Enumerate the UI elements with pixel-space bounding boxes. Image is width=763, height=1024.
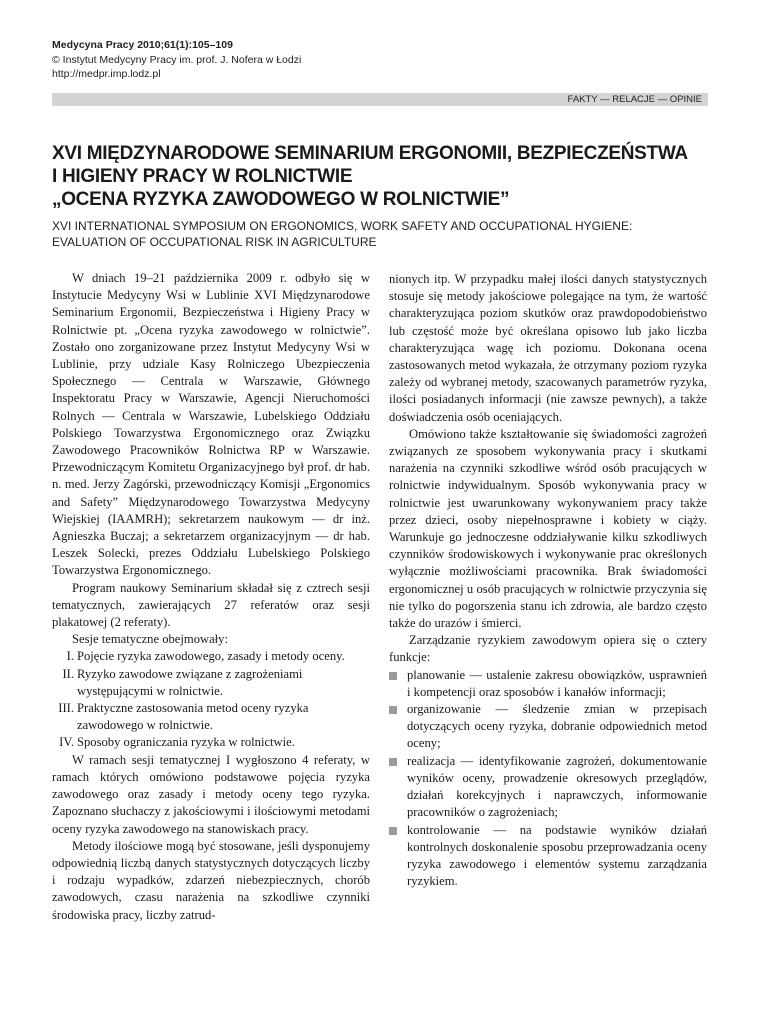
session-number: IV.	[59, 735, 74, 750]
title-line: „OCENA RYZYKA ZAWODOWEGO W ROLNICTWIE”	[52, 189, 510, 210]
paragraph: W dniach 19–21 października 2009 r. odbyło się w Instytucie Medycyny Wsi w Lublinie XVI Międzynarodowe Seminarium Ergonomii, Bezpieczeństwa i Higieny Pracy w Rolnictwie pt. „Ocena ryzyka zawodowego w rolnictwie”. Zostało ono zorganizowane przez Instytut Medycyny Wsi w Lublinie, przy udziale Kasy Rolniczego Ubezpieczenia Społecznego — Centrala w Warszawie, Głównego Inspektoratu Pracy w Warszawie, Agencji Nieruchomości Rolnych — Centrala w Warszawie, Lubelskiego Oddziału Polskiego Towarzystwa Ergonomicznego oraz Związku Zawodowego Pracowników Rolnictwa RP w Warszawie. Przewodniczącym Komitetu Organizacyjnego był prof. dr hab. n. med. Jerzy Zagórski, przewodniczący Komisji „Ergonomics and Safety” Międzynarodowego Towarzystwa Medycyny Wiejskiej (IAAMRH); sekretarzem naukowym — dr inż. Agnieszka Buczaj; a sekretarzem organizacyjnym — dr hab. Leszek Solecki, prezes Oddziału Lubelskiego Polskiego Towarzystwa Ergonomicznego.	[52, 271, 370, 578]
session-number: I.	[66, 649, 74, 664]
list-item: kontrolowanie — na podstawie wyników działań kontrolnych doskonalenie sposobu przeprowadzania oceny ryzyka zawodowego i elementów systemu zarządzania ryzykiem.	[389, 822, 707, 891]
left-column	[52, 270, 370, 924]
session-text: Sposoby ograniczania ryzyka w rolnictwie.	[77, 735, 295, 750]
paragraph: W ramach sesji tematycznej I wygłoszono 4 referaty, w ramach których omówiono podstawowe pojęcia ryzyka zawodowego oraz zasady i metody oceny tego ryzyka. Zapoznano słuchaczy z jakościowymi i ilościowymi metodami oceny ryzyka zawodowego na stanowiskach pracy.	[52, 752, 370, 836]
right-column	[389, 271, 707, 890]
paragraph: Omówiono także kształtowanie się świadomości zagrożeń związanych ze sposobem wykonywania pracy i skutkami narażenia na czynniki szkodliwe wśród osób pracujących w rolnictwie indywidualnym. Sposób wykonywania pracy w rolnictwie jest uwarunkowany wykonywaniem pracy także przez dzieci, osoby niepełnosprawne i kobiety w ciąży. Warunkuje go jednoczesne oddziaływanie kilku szkodliwych czynników środowiskowych i wykonywanie prac określonych wyłącznie możliwościami pracownika. Brak świadomości ergonomicznej u osób pracujących w rolnictwie przyczynia się nie tylko do pogorszenia stanu ich zdrowia, ale bardzo często także do urazów i śmierci.	[389, 426, 707, 631]
session-text: Pojęcie ryzyka zawodowego, zasady i metody oceny.	[77, 649, 345, 664]
session-item	[52, 648, 370, 665]
subtitle-line: XVI INTERNATIONAL SYMPOSIUM ON ERGONOMICS, WORK SAFETY AND OCCUPATIONAL HYGIENE:	[52, 219, 633, 233]
section-label: FAKTY — RELACJE — OPINIE	[567, 94, 702, 105]
subtitle-line: EVALUATION OF OCCUPATIONAL RISK IN AGRICULTURE	[52, 235, 377, 249]
journal-citation: Medycyna Pracy 2010;61(1):105–109	[52, 39, 233, 51]
paragraph: Sesje tematyczne obejmowały:	[72, 632, 228, 647]
title-line: XVI MIĘDZYNARODOWE SEMINARIUM ERGONOMII, BEZPIECZEŃSTWA	[52, 143, 688, 164]
article-title	[52, 142, 712, 211]
paragraph: nionych itp. W przypadku małej ilości danych statystycznych stosuje się metody jakościowe polegające na tym, że wartość charakteryzująca poziom skutków oraz prawdopodobieństwo lub częstość może być określana opisowo lub jako liczba charakteryzująca wagę ich poziomu. Dokonana ocena zastosowanych metod wykazała, że otrzymany poziom ryzyka zależy od wybranej metody, szacowanych parametrów ryzyka, ilości posiadanych informacji (nie zawsze pewnych), a także doświadczenia osób oceniających.	[389, 272, 707, 424]
session-number: III.	[58, 701, 74, 716]
paragraph: Zarządzanie ryzykiem zawodowym opiera się o cztery funkcje:	[389, 633, 707, 665]
session-item	[52, 734, 370, 751]
list-item: realizacja — identyfikowanie zagrożeń, dokumentowanie wyników oceny, prowadzenie okresowych przeglądów, działań korekcyjnych i naprawczych, informowanie pracowników o zagrożeniach;	[389, 753, 707, 822]
session-item	[52, 700, 370, 734]
journal-header	[52, 38, 301, 82]
session-text: Praktyczne zastosowania metod oceny ryzyka zawodowego w rolnictwie.	[77, 701, 309, 733]
journal-url[interactable]: http://medpr.imp.lodz.pl	[52, 68, 161, 80]
copyright-line: © Instytut Medycyny Pracy im. prof. J. Nofera w Łodzi	[52, 53, 302, 66]
list-item: planowanie — ustalenie zakresu obowiązków, usprawnień i kompetencji oraz sposobów i kanałów informacji;	[389, 667, 707, 701]
list-item: organizowanie — śledzenie zmian w przepisach dotyczących oceny ryzyka, dobranie odpowiednich metod oceny;	[389, 701, 707, 753]
session-item	[52, 666, 370, 700]
session-number: II.	[62, 666, 74, 681]
paragraph: Metody ilościowe mogą być stosowane, jeśli dysponujemy odpowiednią liczbą danych statystycznych dotyczących liczby i rodzaju wypadków, zdarzeń niebezpiecznych, chorób zawodowych, czasu narażenia na szkodliwe czynniki środowiska pracy, liczby zatrud-	[52, 838, 370, 922]
session-text: Ryzyko zawodowe związane z zagrożeniami występującymi w rolnictwie.	[77, 666, 303, 698]
section-bar	[52, 93, 708, 106]
title-line: I HIGIENY PRACY W ROLNICTWIE	[52, 166, 353, 187]
function-list	[389, 667, 707, 891]
article-subtitle	[52, 218, 712, 250]
paragraph: Program naukowy Seminarium składał się z cztrech sesji tematycznych, zawierających 27 referatów oraz sesji plakatowej (2 referaty).	[52, 580, 370, 630]
